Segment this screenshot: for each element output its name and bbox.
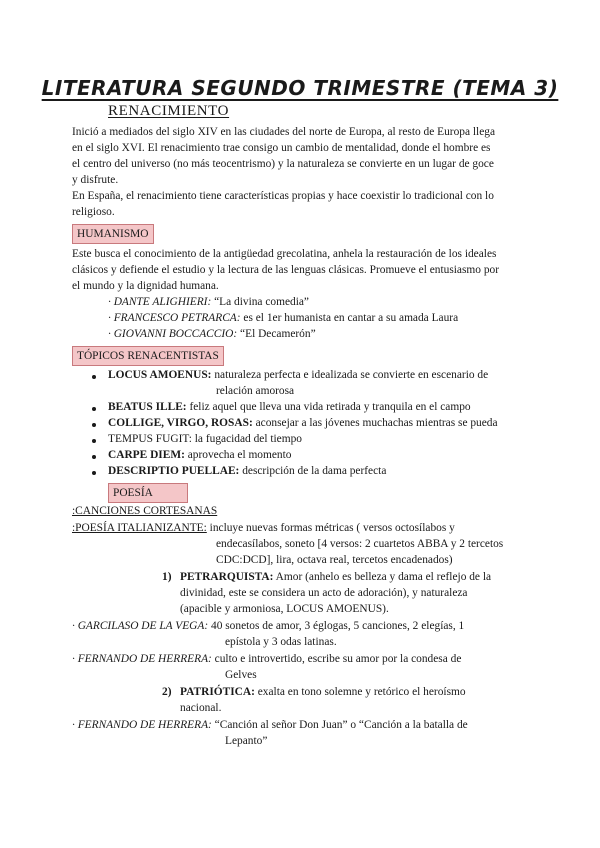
- highlight-humanismo: HUMANISMO: [72, 224, 154, 244]
- humanismo-line: clásicos y defiende el estudio y la lectura de las lenguas clásicas. Promueve el entusiasmo por: [72, 264, 500, 276]
- author-desc: es el 1er humanista en cantar a su amada Laura: [240, 312, 459, 324]
- topico-item: [108, 464, 386, 479]
- renacimiento-line: el centro del universo (no más teocentrismo) y la naturaleza se convierte en un lugar de goce: [72, 158, 494, 170]
- renacimiento-line: En España, el renacimiento tiene características propias y hace coexistir lo tradicional con lo: [72, 190, 494, 202]
- topico-desc: naturaleza perfecta e idealizada se convierte en escenario de: [211, 369, 489, 381]
- highlight-poesia: POESÍA: [108, 483, 188, 503]
- author-desc: “Canción al señor Don Juan” o “Canción a la batalla de: [211, 719, 468, 731]
- humanismo-line: Este busca el conocimiento de la antigüedad grecolatina, anhela la restauración de los ideales: [72, 248, 497, 260]
- highlight-topicos: TÓPICOS RENACENTISTAS: [72, 346, 224, 366]
- author-line: [108, 327, 316, 342]
- topico-item: [108, 400, 471, 415]
- patriotica-line: [180, 685, 466, 700]
- italianizante-line: endecasílabos, soneto [4 versos: 2 cuartetos ABBA y 2 tercetos: [216, 538, 504, 550]
- italianizante-line: CDC:DCD], lira, octava real, tercetos encadenados): [216, 554, 453, 566]
- italianizante-line: [72, 521, 455, 536]
- author-name: · DANTE ALIGHIERI:: [108, 296, 212, 308]
- list-number: 2): [162, 686, 172, 698]
- bullet-icon: [92, 423, 96, 427]
- author-name: · GARCILASO DE LA VEGA:: [72, 620, 209, 632]
- italianizante-label: :POESÍA ITALIANIZANTE:: [72, 522, 207, 534]
- patriotica-term: PATRIÓTICA:: [180, 686, 255, 698]
- herrera-line: [72, 652, 461, 667]
- author-name: · GIOVANNI BOCCACCIO:: [108, 328, 238, 340]
- author-name: · FERNANDO DE HERRERA:: [72, 719, 212, 731]
- herrera-line: Lepanto”: [225, 735, 268, 747]
- topico-item: [108, 368, 488, 383]
- topico-desc: feliz aquel que lleva una vida retirada y tranquila en el campo: [186, 401, 471, 413]
- topico-term: CARPE DIEM:: [108, 449, 185, 461]
- topico-item: [108, 448, 291, 463]
- topico-term: BEATUS ILLE:: [108, 401, 187, 413]
- herrera-line: [72, 718, 468, 733]
- renacimiento-line: religioso.: [72, 206, 115, 218]
- author-line: [108, 311, 458, 326]
- bullet-icon: [92, 439, 96, 443]
- bullet-icon: [92, 471, 96, 475]
- humanismo-line: el mundo y la dignidad humana.: [72, 280, 219, 292]
- author-desc: culto e introvertido, escribe su amor por la condesa de: [211, 653, 462, 665]
- topico-term: DESCRIPTIO PUELLAE:: [108, 465, 240, 477]
- topico-desc: descripción de la dama perfecta: [239, 465, 387, 477]
- topico-item: TEMPUS FUGIT: la fugacidad del tiempo: [108, 433, 302, 445]
- bullet-icon: [92, 455, 96, 459]
- petrarquista-term: PETRARQUISTA:: [180, 571, 274, 583]
- author-desc: “La divina comedia”: [211, 296, 309, 308]
- page-title: LITERATURA SEGUNDO TRIMESTRE (TEMA 3): [41, 76, 559, 100]
- garcilaso-line: epístola y 3 odas latinas.: [225, 636, 337, 648]
- petrarquista-line: [180, 570, 491, 585]
- author-desc: 40 sonetos de amor, 3 églogas, 5 canciones, 2 elegías, 1: [208, 620, 465, 632]
- bullet-icon: [92, 407, 96, 411]
- patriotica-desc: exalta en tono solemne y retórico el heroísmo: [254, 686, 466, 698]
- topico-item: [108, 416, 498, 431]
- petrarquista-line: (apacible y armoniosa, LOCUS AMOENUS).: [180, 603, 389, 615]
- renacimiento-line: Inició a mediados del siglo XIV en las ciudades del norte de Europa, al resto de Europa llega: [72, 126, 496, 138]
- author-desc: “El Decamerón”: [237, 328, 316, 340]
- author-name: · FRANCESCO PETRARCA:: [108, 312, 241, 324]
- herrera-line: Gelves: [225, 669, 257, 681]
- topico-term: LOCUS AMOENUS:: [108, 369, 212, 381]
- renacimiento-line: y disfrute.: [72, 174, 119, 186]
- patriotica-line: nacional.: [180, 702, 222, 714]
- petrarquista-desc: Amor (anhelo es belleza y dama el reflejo de la: [273, 571, 492, 583]
- canciones-cortesanas: :CANCIONES CORTESANAS: [72, 505, 218, 517]
- topico-term: COLLIGE, VIRGO, ROSAS:: [108, 417, 253, 429]
- bullet-icon: [92, 375, 96, 379]
- topico-desc: aprovecha el momento: [184, 449, 292, 461]
- garcilaso-line: [72, 619, 464, 634]
- author-name: · FERNANDO DE HERRERA:: [72, 653, 212, 665]
- list-number: 1): [162, 571, 172, 583]
- section-heading-renacimiento: RENACIMIENTO: [108, 103, 230, 119]
- author-line: [108, 295, 309, 310]
- renacimiento-line: en el siglo XVI. El renacimiento trae consigo un cambio de mentalidad, donde el hombre es: [72, 142, 491, 154]
- petrarquista-line: divinidad, este se considera un acto de adoración), y naturaleza: [180, 587, 468, 599]
- topico-desc: aconsejar a las jóvenes muchachas mientras se pueda: [252, 417, 498, 429]
- topico-desc-cont: relación amorosa: [216, 385, 295, 397]
- italianizante-desc: incluye nuevas formas métricas ( versos octosílabos y: [206, 522, 455, 534]
